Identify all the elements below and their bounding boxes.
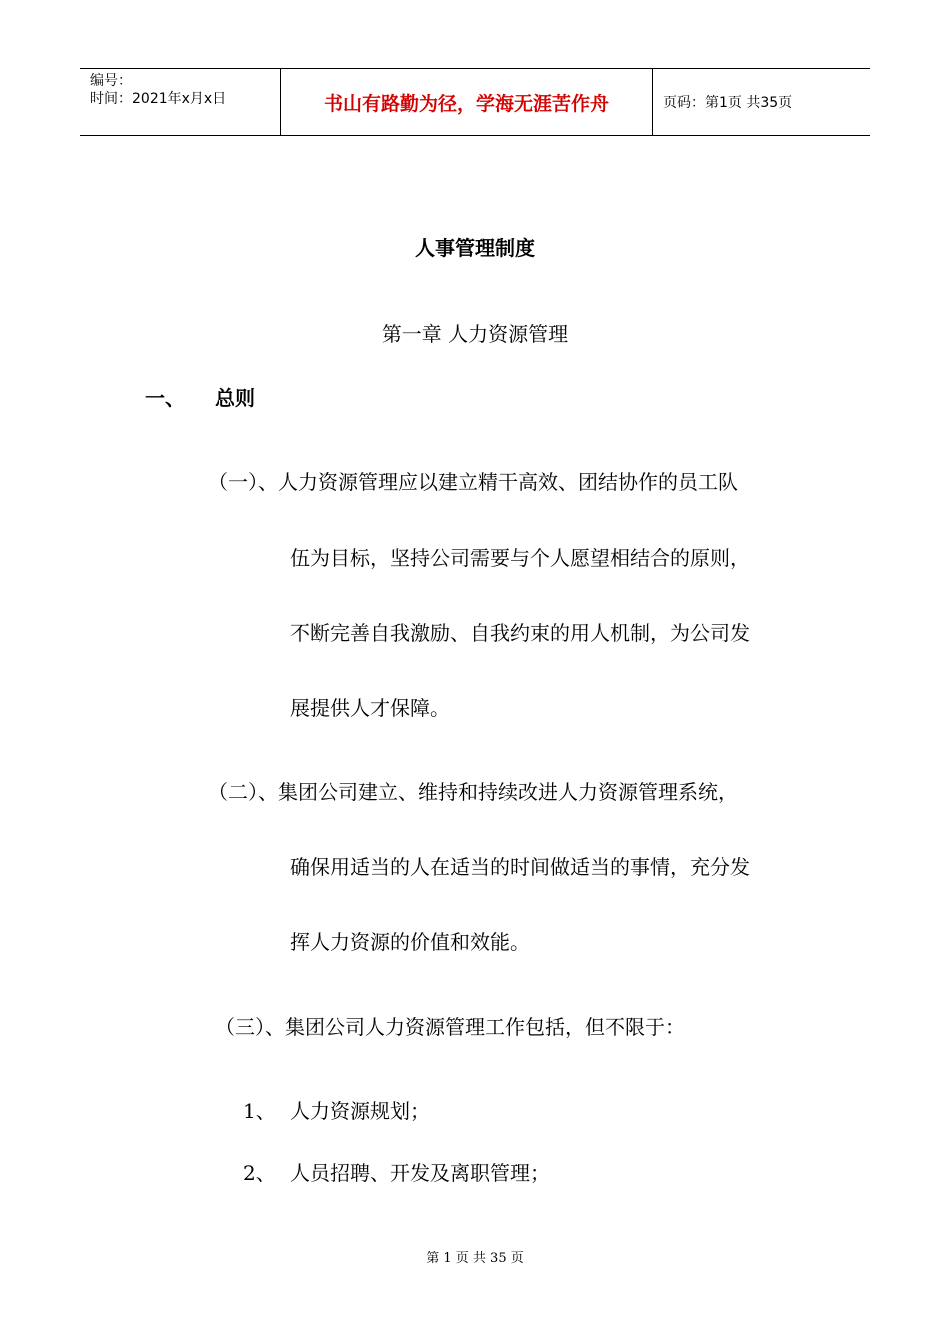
- list-item-number: 1、: [243, 1099, 276, 1123]
- paragraph-1-line: 不断完善自我激励、自我约束的用人机制，为公司发: [290, 621, 750, 645]
- page-footer: 第 1 页 共 35 页: [426, 1251, 524, 1266]
- section-number: 一、: [145, 386, 185, 410]
- time-label: 时间：2021年x月x日: [90, 91, 227, 107]
- section-title: 总则: [215, 386, 255, 410]
- paragraph-2-line: 确保用适当的人在适当的时间做适当的事情，充分发: [290, 855, 750, 879]
- paragraph-1-line: 伍为目标，坚持公司需要与个人愿望相结合的原则，: [290, 546, 750, 570]
- number-label: 编号：: [90, 73, 132, 89]
- list-item-number: 2、: [243, 1161, 276, 1185]
- paragraph-3: （三）、集团公司人力资源管理工作包括，但不限于：: [215, 1015, 685, 1039]
- list-item-text: 人力资源规划；: [290, 1099, 430, 1123]
- document-title: 人事管理制度: [415, 236, 535, 260]
- paragraph-1-line: （一）、人力资源管理应以建立精干高效、团结协作的员工队: [208, 470, 738, 494]
- paragraph-1-line: 展提供人才保障。: [290, 696, 450, 720]
- header-motto: 书山有路勤为径，学海无涯苦作舟: [281, 69, 653, 135]
- list-item-text: 人员招聘、开发及离职管理；: [290, 1161, 550, 1185]
- paragraph-2-line: 挥人力资源的价值和效能。: [290, 930, 530, 954]
- header-meta: [80, 69, 281, 135]
- header-page-info: 页码：第1页 共35页: [663, 95, 793, 111]
- page-header: [80, 68, 870, 136]
- chapter-heading: 第一章 人力资源管理: [381, 322, 569, 346]
- paragraph-2-line: （二）、集团公司建立、维持和持续改进人力资源管理系统，: [208, 780, 738, 804]
